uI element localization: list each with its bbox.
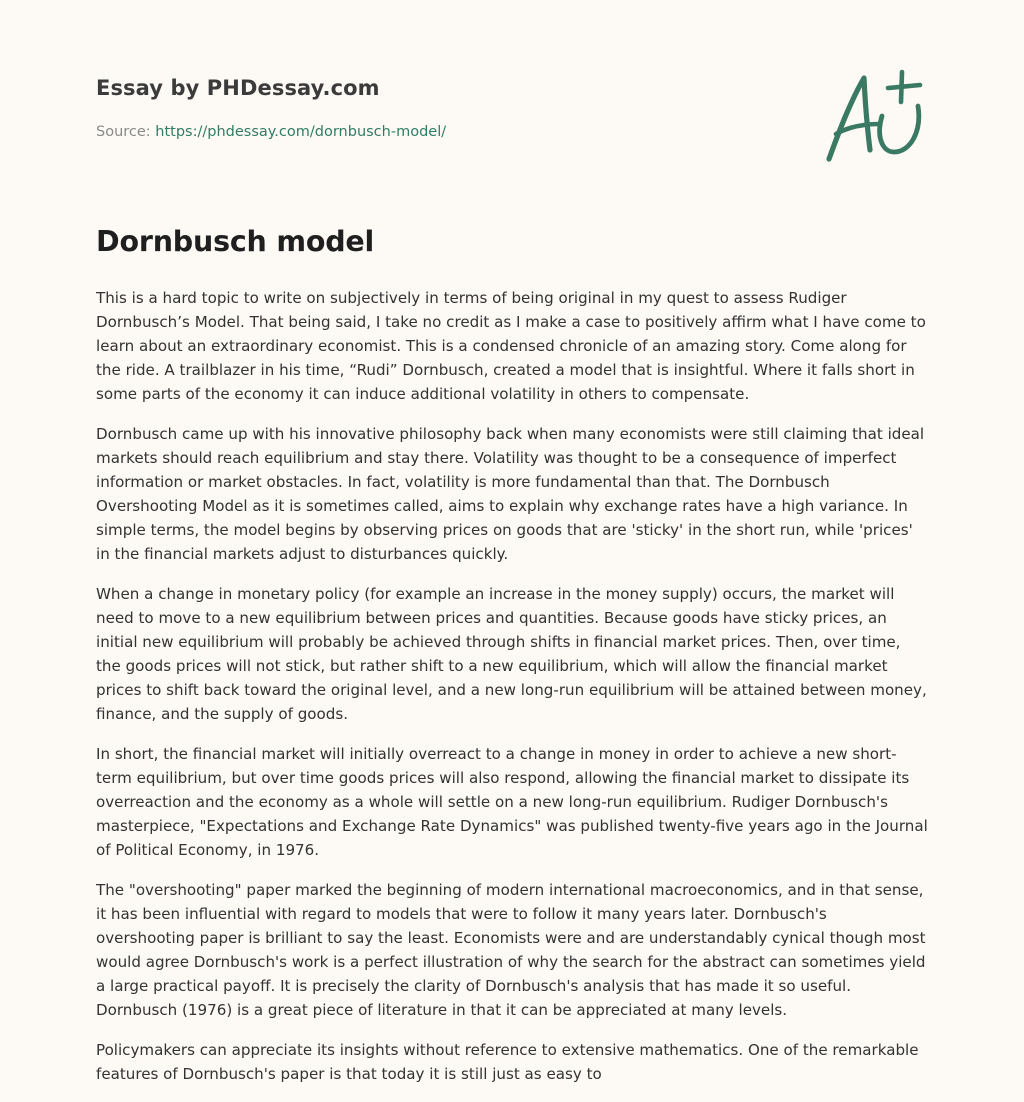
article-title: Dornbusch model xyxy=(96,225,375,258)
article-body xyxy=(96,286,930,1102)
source-link[interactable]: https://phdessay.com/dornbusch-model/ xyxy=(155,124,447,140)
article-paragraph: The "overshooting" paper marked the beginning of modern international macroeconomics, and in that sense, it has been influential with regard to models that were to follow it many years later. Dornbusch's overshooting paper is brilliant to say the least. Economists were and are understandably cynical though most would agree Dornbusch's work is a perfect illustration of why the search for the abstract can sometimes yield a large practical payoff. It is precisely the clarity of Dornbusch's analysis that has made it so useful. Dornbusch (1976) is a great piece of literature in that it can be appreciated at many levels. xyxy=(96,881,926,1019)
article-paragraph: Dornbusch came up with his innovative philosophy back when many economists were still claiming that ideal markets should reach equilibrium and stay there. Volatility was thought to be a consequence of imperfect information or market obstacles. In fact, volatility is more fundamental than that. The Dornbusch Overshooting Model as it is sometimes called, aims to explain why exchange rates have a high variance. In simple terms, the model begins by observing prices on goods that are 'sticky' in the short run, while 'prices' in the financial markets adjust to disturbances quickly. xyxy=(96,425,925,563)
article-paragraph: In short, the financial market will initially overreact to a change in money in order to achieve a new short-term equilibrium, but over time goods prices will also respond, allowing the financial market to dissipate its overreaction and the economy as a whole will settle on a new long-run equilibrium. Rudiger Dornbusch's masterpiece, "Expectations and Exchange Rate Dynamics" was published twenty-five years ago in the Journal of Political Economy, in 1976. xyxy=(96,745,928,859)
article-paragraph: Policymakers can appreciate its insights without reference to extensive mathematics. One of the remarkable features of Dornbusch's paper is that today it is still just as easy to xyxy=(96,1041,919,1083)
source-line xyxy=(96,124,446,140)
article-paragraph: When a change in monetary policy (for example an increase in the money supply) occurs, the market will need to move to a new equilibrium between prices and quantities. Because goods have sticky prices, an initial new equilibrium will probably be achieved through shifts in financial market prices. Then, over time, the goods prices will not stick, but rather shift to a new equilibrium, which will allow the financial market prices to shift back toward the original level, and a new long-run equilibrium will be attained between money, finance, and the supply of goods. xyxy=(96,585,927,723)
source-label: Source: xyxy=(96,124,151,140)
brand-title: Essay by PHDessay.com xyxy=(96,76,380,100)
article-paragraph: This is a hard topic to write on subjectively in terms of being original in my quest to assess Rudiger Dornbusch’s Model. That being said, I take no credit as I make a case to positively affirm what I have come to learn about an extraordinary economist. This is a condensed chronicle of an amazing story. Come along for the ride. A trailblazer in his time, “Rudi” Dornbusch, created a model that is insightful. Where it falls short in some parts of the economy it can induce additional volatility in others to compensate. xyxy=(96,289,926,403)
a-plus-grade-icon xyxy=(818,64,930,168)
